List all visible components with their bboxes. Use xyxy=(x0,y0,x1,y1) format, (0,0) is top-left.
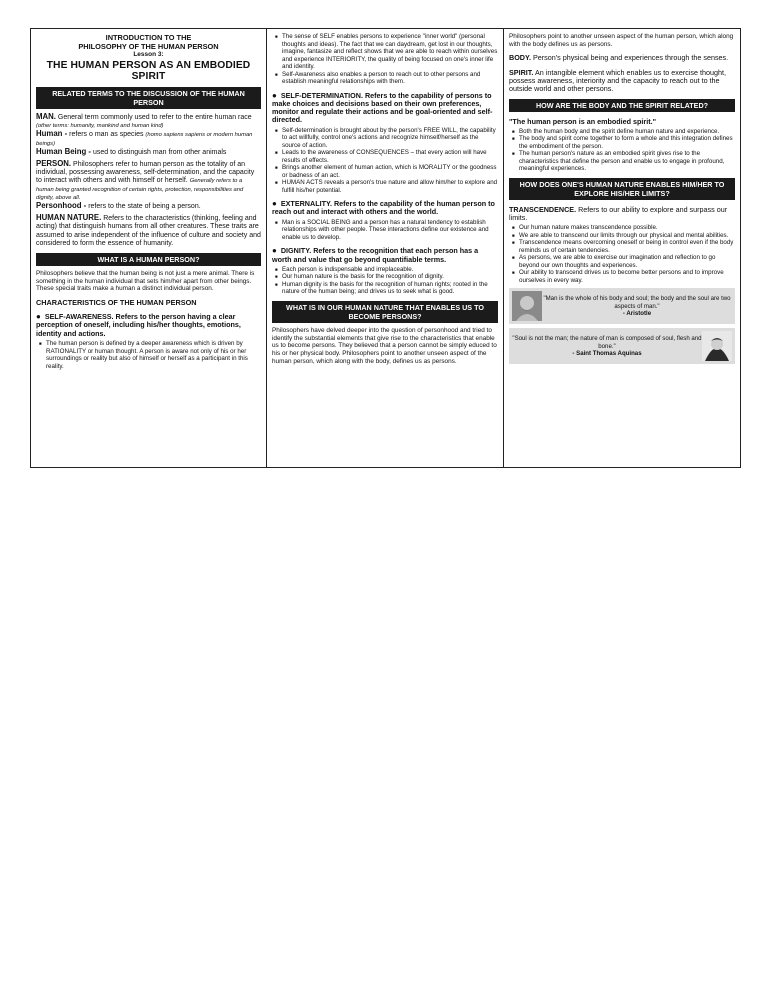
list-item: ■ Transcendence means overcoming oneself or being in control even if the body reminds us of certain tendencies. xyxy=(519,239,735,254)
list-item: ■ Our ability to transcend drives us to become better persons and to improve ourselves in every way. xyxy=(519,269,735,284)
aquinas-portrait-icon xyxy=(702,331,732,361)
what-is-human-person-text: Philosophers believe that the human being is not just a mere animal. There is something in the human individual that sets him/her apart from other beings. These special traits make a human a distinct individual person. xyxy=(36,270,255,293)
transcendence-definition: TRANSCENDENCE. Refers to our ability to explore and surpass our limits. xyxy=(509,204,728,223)
header-intro: INTRODUCTION TO THE xyxy=(105,33,192,42)
column-1 xyxy=(31,29,267,467)
limits-bar: HOW DOES ONE'S HUMAN NATURE ENABLES HIM/HER TO EXPLORE HIS/HER LIMITS? xyxy=(509,178,735,200)
self-awareness-list xyxy=(36,340,261,370)
list-item: ■ The sense of SELF enables persons to experience "inner world" (personal thoughts and ideas). The fact that we can daydream, get lost in our thoughts, imagine, fantasize and reflect shows that we are able to reach within ourselves and experience INTERIORITY, the quality of being focused on one's inner life and identity. xyxy=(282,33,498,71)
body-spirit-list xyxy=(509,128,735,173)
aristotle-quote xyxy=(509,288,735,324)
bullet-icon: ● xyxy=(272,246,277,256)
quote-author: - Aristotle xyxy=(622,310,652,318)
list-item: ■ Self-Awareness also enables a person to reach out to other persons and establish meaningful relationships with them. xyxy=(282,71,498,86)
body-spirit-bar: HOW ARE THE BODY AND THE SPIRIT RELATED? xyxy=(509,99,735,112)
page-title: THE HUMAN PERSON AS AN EMBODIED SPIRIT xyxy=(46,60,251,82)
self-determination-point: ● SELF-DETERMINATION. Refers to the capability of persons to make choices and decisions based on their own preferences, monitor and regulate their actions and be goal-oriented and self-directed. xyxy=(272,90,493,125)
dignity-point: ● DIGNITY. Refers to the recognition that each person has a worth and value that go beyond quantifiable terms. xyxy=(272,246,479,264)
list-item: ■ Self-determination is brought about by the person's FREE WILL, the capability to act willfully, control one's actions and recognize himself/herself as the source of action. xyxy=(282,127,498,150)
self-awareness-list-cont xyxy=(272,33,498,86)
list-item: ■ Leads to the awareness of CONSEQUENCES – that every action will have results of effects. xyxy=(282,149,498,164)
quote-text: "Soul is not the man; the nature of man is composed of soul, flesh and bone." xyxy=(512,335,702,350)
list-item: ■ As persons, we are able to exercise our imagination and reflection to go beyond our own thoughts and experiences. xyxy=(519,254,735,269)
human-nature-persons-text: Philosophers have delved deeper into the question of personhood and tried to identify the substantial elements that give rise to the characteristics that enable us to become persons. They believed that a person cannot be simply educed to his or her physical body. Philosophers point to another unseen aspect of the human person, which along with the body, defines us as persons. xyxy=(272,326,497,365)
spirit-definition: SPIRIT. An intangible element which enables us to exercise thought, possess awareness, interiority and the capacity to reach out to the outside world and other persons. xyxy=(509,67,726,94)
what-is-human-person-bar: WHAT IS A HUMAN PERSON? xyxy=(36,253,261,266)
aquinas-quote xyxy=(509,328,735,364)
list-item: ■ Man is a SOCIAL BEING and a person has a natural tendency to establish relationships with other people. These interactions define our existence and enable us to develop. xyxy=(282,219,498,242)
header-lesson: Lesson 3: xyxy=(133,51,164,58)
embodied-spirit-quote: "The human person is an embodied spirit." xyxy=(509,116,656,126)
list-item: ■ Each person is indispensable and irreplaceable. xyxy=(282,266,498,274)
bullet-icon: ● xyxy=(272,199,277,209)
bullet-icon: ● xyxy=(36,312,41,322)
list-item: ■ The human person is defined by a deeper awareness which is driven by RATIONALITY or human thought. A person is aware not only of his or her surroundings or reality but also of himself or herself as a participant in this reality. xyxy=(46,340,261,370)
header-course: PHILOSOPHY OF THE HUMAN PERSON xyxy=(78,42,219,51)
externality-point: ● EXTERNALITY. Refers to the capability of the human person to reach out and interact with others and the world. xyxy=(272,199,495,217)
list-item: ■ Both the human body and the spirit define human nature and experience. xyxy=(519,128,735,136)
list-item: ■ We are able to transcend our limits through our physical and mental abilities. xyxy=(519,232,735,240)
quote-author: - Saint Thomas Aquinas xyxy=(572,350,642,358)
human-nature-persons-bar: WHAT IS IN OUR HUMAN NATURE THAT ENABLES US TO BECOME PERSONS? xyxy=(272,301,498,323)
list-item: ■ Our human nature is the basis for the recognition of dignity. xyxy=(282,273,498,281)
unseen-aspect-text: Philosophers point to another unseen aspect of the human person, which along with the body defines us as persons. xyxy=(509,33,734,48)
list-item: ■ The body and spirit come together to form a whole and this integration defines the embodiment of the person. xyxy=(519,135,735,150)
transcendence-list xyxy=(509,224,735,284)
externality-list xyxy=(272,219,498,242)
column-3 xyxy=(504,29,740,467)
list-item: ■ The human person's nature as an embodied spirit gives rise to the characteristics that define the person and enable us to engage in profound, meaningful experiences. xyxy=(519,150,735,173)
characteristics-heading: CHARACTERISTICS OF THE HUMAN PERSON xyxy=(36,298,197,308)
self-awareness-point: ● SELF-AWARENESS. Refers to the person having a clear perception of oneself, including his/her thoughts, emotions, identity and actions. xyxy=(36,312,241,338)
man-definition: MAN. General term commonly used to refer to the entire human race (other terms: humanity, mankind and human kind) Human - refers o man as species (homo sapiens sapiens or modern human beings) Human Being - used to distinguish man from other animals xyxy=(36,112,253,156)
column-2 xyxy=(267,29,504,467)
list-item: ■ Brings another element of human action, which is MORALITY or the goodness or badness of an act. xyxy=(282,164,498,179)
list-item: ■ Human dignity is the basis for the recognition of human rights; rooted in the nature of the human being; and drives us to seek what is good. xyxy=(282,281,498,296)
related-terms-bar: RELATED TERMS TO THE DISCUSSION OF THE HUMAN PERSON xyxy=(36,87,261,109)
bullet-icon: ● xyxy=(272,90,277,100)
list-item: ■ HUMAN ACTS reveals a person's true nature and allow him/her to explore and fulfill his/her potential. xyxy=(282,179,498,194)
human-nature-definition: HUMAN NATURE. Refers to the characteristics (thinking, feeling and acting) that distinguish humans from all other creatures. These traits are assumed to arise independent of the influence of culture and society and considered to form the essence of humanity. xyxy=(36,213,261,247)
quote-text: "Man is the whole of his body and soul; the body and the soul are two aspects of man." xyxy=(543,295,731,310)
body-definition: BODY. Person's physical being and experiences through the senses. xyxy=(509,53,729,63)
aristotle-portrait-icon xyxy=(512,291,542,321)
list-item: ■ Our human nature makes transcendence possible. xyxy=(519,224,735,232)
dignity-list xyxy=(272,266,498,296)
handout-sheet xyxy=(30,28,741,468)
person-definition: PERSON. Philosophers refer to human person as the totality of an individual, possessing awareness, self-determination, and the capacity to interact with others and with himself or herself. Generally refers to a human being granted recognition of certain rights, protection, responsibilities and dignity, above all. Personhood - refers to the state of being a person. xyxy=(36,159,255,211)
self-determination-list xyxy=(272,127,498,195)
